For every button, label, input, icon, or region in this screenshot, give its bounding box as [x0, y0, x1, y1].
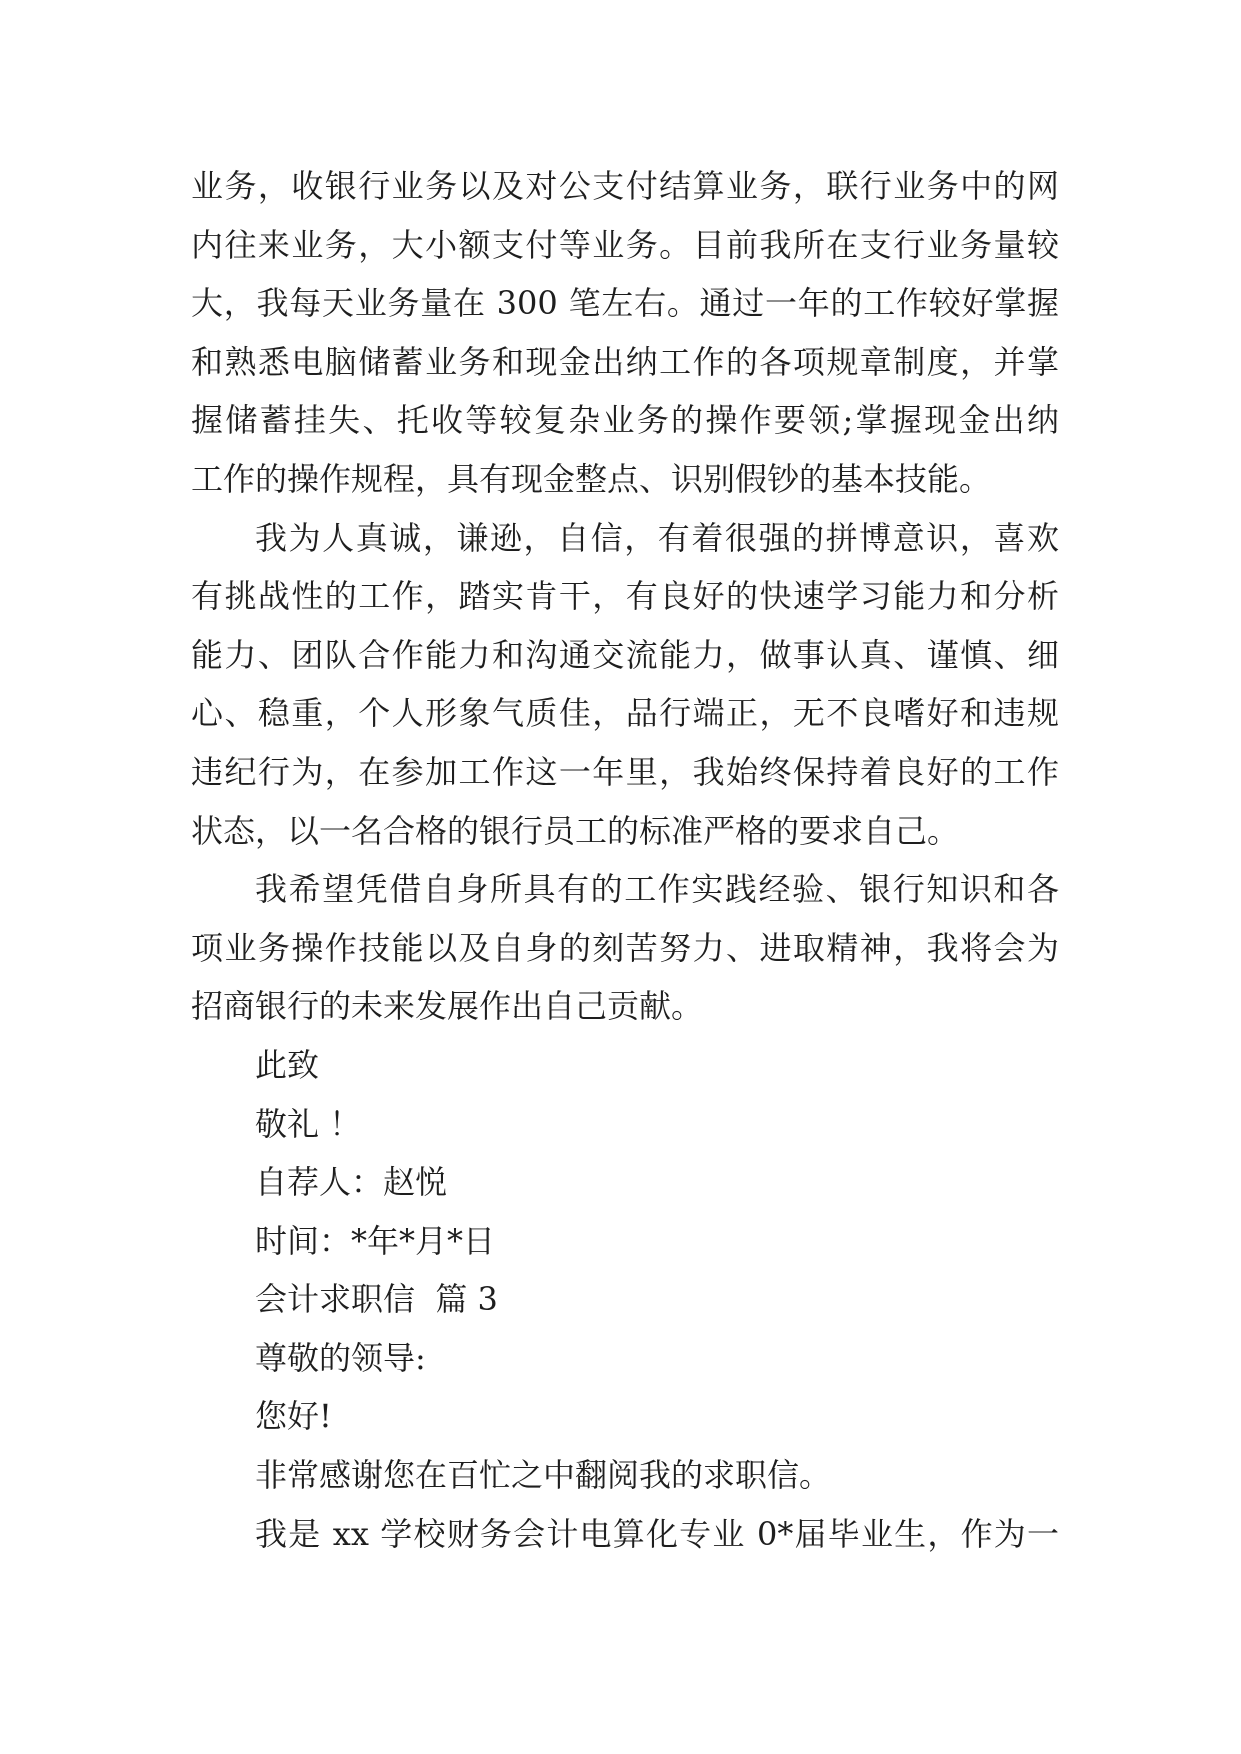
hello: 您好!	[255, 1397, 332, 1436]
paragraph-3	[191, 860, 1059, 1036]
text-line: 状态，以一名合格的银行员工的标准严格的要求自己。	[191, 811, 960, 850]
text-line: 违纪行为，在参加工作这一年里，我始终保持着良好的工作	[191, 752, 1059, 791]
text-line: 能力、团队合作能力和沟通交流能力，做事认真、谨慎、细	[191, 635, 1059, 674]
salutation: 此致	[255, 1045, 320, 1084]
text-line: 有挑战性的工作，踏实肯干，有良好的快速学习能力和分析	[191, 577, 1059, 616]
text-line: 心、稳重，个人形象气质佳，品行端正，无不良嗜好和违规	[191, 694, 1059, 733]
intro-line: 我是 xx 学校财务会计电算化专业 0*届毕业生，作为一	[255, 1514, 1059, 1553]
thanks-line: 非常感谢您在百忙之中翻阅我的求职信。	[255, 1456, 832, 1495]
text-line: 我希望凭借自身所具有的工作实践经验、银行知识和各	[255, 870, 1059, 909]
text-line: 握储蓄挂失、托收等较复杂业务的操作要领;掌握现金出纳	[191, 401, 1059, 440]
date: 时间：*年*月*日	[255, 1221, 496, 1260]
text-line: 招商银行的未来发展作出自己贡献。	[191, 987, 704, 1026]
regards: 敬礼 ！	[255, 1104, 362, 1143]
text-line: 业务，收银行业务以及对公支付结算业务，联行业务中的网	[191, 167, 1059, 205]
text-line: 大，我每天业务量在 300 笔左右。通过一年的工作较好掌握	[191, 284, 1059, 323]
letter-3	[191, 1329, 1059, 1563]
paragraph-1	[191, 157, 1059, 509]
text-line: 我为人真诚，谦逊，自信，有着很强的拼博意识，喜欢	[255, 518, 1059, 557]
text-line: 项业务操作技能以及自身的刻苦努力、进取精神，我将会为	[191, 928, 1059, 967]
closing-block	[191, 1036, 1059, 1270]
text-line: 工作的操作规程，具有现金整点、识别假钞的基本技能。	[191, 459, 992, 498]
text-line: 和熟悉电脑储蓄业务和现金出纳工作的各项规章制度，并掌	[191, 342, 1059, 381]
text-line: 内往来业务，大小额支付等业务。目前我所在支行业务量较	[191, 225, 1059, 264]
greeting: 尊敬的领导:	[255, 1338, 426, 1377]
section-title: 会计求职信 篇 3	[255, 1280, 498, 1319]
signer: 自荐人：赵悦	[255, 1163, 448, 1202]
document-page	[191, 157, 1059, 1563]
paragraph-2	[191, 509, 1059, 861]
